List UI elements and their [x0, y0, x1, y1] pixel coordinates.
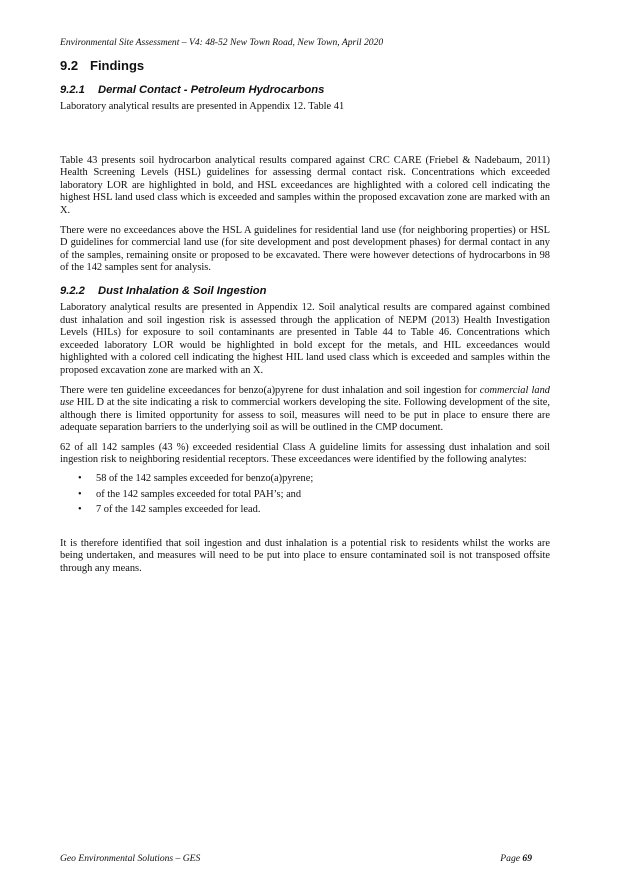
- page-number: [500, 853, 532, 864]
- section-heading: [60, 58, 550, 73]
- list-item-text: of the 142 samples exceeded for total PAH’s; and: [96, 488, 302, 500]
- subsection-heading-dust-inhalation: [60, 285, 550, 297]
- list-item: [60, 504, 550, 517]
- subsection-heading-dermal-contact: [60, 84, 550, 96]
- analyte-list: [60, 473, 550, 517]
- page-label: Page: [500, 853, 520, 864]
- list-item-text: 58 of the 142 samples exceeded for benzo(a)pyrene;: [96, 473, 314, 485]
- running-header: Environmental Site Assessment – V4: 48-52 New Town Road, New Town, April 2020: [60, 37, 384, 48]
- subsection-number: 9.2.2: [60, 284, 85, 297]
- footer-organisation: Geo Environmental Solutions – GES: [60, 853, 201, 864]
- paragraph-benzo-pyrene-exceedances: [60, 385, 550, 435]
- bullet-icon: •: [78, 504, 82, 516]
- emphasised-text: commercial land use: [60, 384, 550, 409]
- paragraph-hil-comparison: Laboratory analytical results are presented in Appendix 12. Soil analytical results are compared against combined dust inhalation and soil ingestion risk is assessed through the application of NEPM (2013) Health Investigation Levels (HILs) for exposure to soil contaminants are presented in Table 44 to Table 46. Concentrations which exceeded laboratory LOR would be highlighted in bold except for the metals, and HIL exceedances would highlighted with a colored cell indicating the highest HIL land used class which is exceeded and samples within the proposed excavation zone are marked with an X.: [60, 301, 550, 376]
- bullet-icon: •: [78, 488, 82, 500]
- subsection-title: Dermal Contact - Petroleum Hydrocarbons: [98, 84, 325, 96]
- running-footer: [60, 853, 532, 864]
- section-title: Findings: [90, 58, 145, 73]
- page-number-value: 69: [522, 853, 532, 864]
- page-content: [60, 58, 550, 576]
- paragraph-residential-exceedances: 62 of all 142 samples (43 %) exceeded residential Class A guideline limits for assessing dust inhalation and soil ingestion risk to neighboring residential receptors. These exceedances were identified by the following analytes:: [60, 441, 550, 466]
- list-item: [60, 489, 550, 502]
- subsection-title: Dust Inhalation & Soil Ingestion: [98, 284, 267, 297]
- list-item-text: 7 of the 142 samples exceeded for lead.: [96, 504, 261, 516]
- paragraph-hsl-comparison: Table 43 presents soil hydrocarbon analytical results compared against CRC CARE (Friebel & Nadebaum, 2011) Health Screening Levels (HSL) guidelines for assessing dermal contact risk. Concentrations which exceeded laboratory LOR are highlighted in bold, and HSL exceedances are highlighted with a colored cell indicating the highest HSL land used class which is exceeded and samples within the proposed excavation zone are marked with an X.: [60, 154, 550, 216]
- paragraph-appendix-reference: Laboratory analytical results are presented in Appendix 12. Table 41: [60, 101, 345, 112]
- list-item: [60, 473, 550, 486]
- section-number: 9.2: [60, 58, 79, 73]
- paragraph-text: HIL D at the site indicating a risk to commercial workers developing the site. Following development of the site, although there is limited opportunity for assess to soil, measures will need to be put in place to ensure there are adequate separation barriers to the underlying soil as will be outlined in the CMP document.: [60, 397, 550, 434]
- bullet-icon: •: [78, 473, 82, 485]
- paragraph-text: There were ten guideline exceedances for benzo(a)pyrene for dust inhalation and soil ingestion for: [60, 384, 480, 396]
- paragraph-risk-conclusion: It is therefore identified that soil ingestion and dust inhalation is a potential risk to residents whilst the works are being undertaken, and measures will need to be put into place to ensure contaminated soil is not transposed offsite through any means.: [60, 537, 550, 575]
- subsection-number: 9.2.1: [60, 84, 85, 96]
- paragraph-hsl-exceedances: There were no exceedances above the HSL A guidelines for residential land use (for neighboring properties) or HSL D guidelines for commercial land use (for site development and post development phases) for dermal contact in any of the samples, remaining onsite or proposed to be excavated. There were however detections of hydrocarbons in 98 of the 142 samples sent for analysis.: [60, 224, 550, 274]
